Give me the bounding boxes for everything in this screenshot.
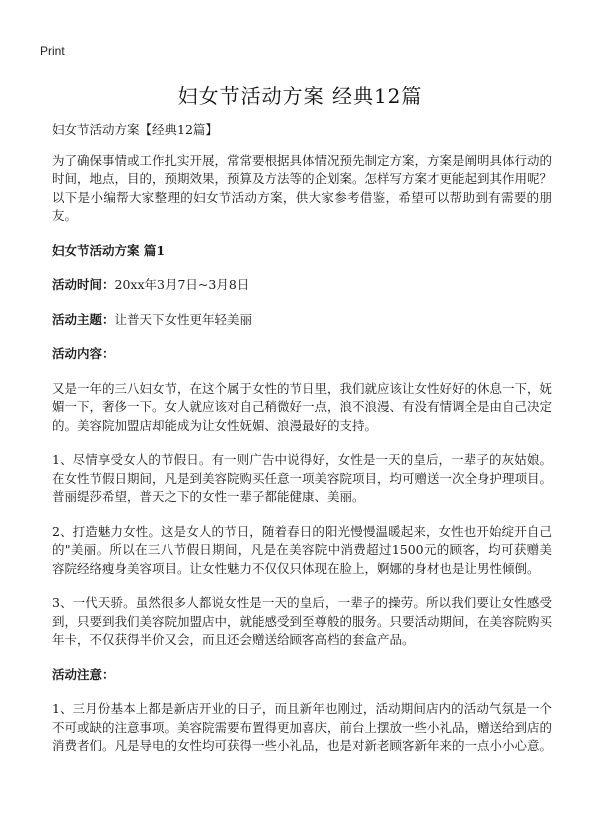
document-body: [52, 121, 552, 772]
notes-heading: 活动注意：: [52, 666, 115, 682]
intro-paragraph: 为了确保事情或工作扎实开展，常常要根据具体情况预先制定方案，方案是阐明具体行动的时间，地点，目的，预期效果，预算及方法等的企划案。怎样写方案才更能起到其作用呢？以下是小编帮大家整理的妇女节活动方案，供大家参考借鉴，希望可以帮助到有需要的朋友。: [52, 152, 553, 223]
notes-paragraph: 1、三月份基本上都是新店开业的日子，而且新年也刚过，活动期间店内的活动气氛是一个不可或缺的注意事项。美容院需要布置得更加喜庆，前台上摆放一些小礼品，赠送给到店的消费者们。凡是导电的女性均可获得一些小礼品，也是对新老顾客新年来的一点小小心意。: [52, 701, 553, 753]
page-title: 妇女节活动方案 经典12篇: [177, 84, 423, 108]
content-paragraph: 2、打造魅力女性。这是女人的节日，随着春日的阳光慢慢温暖起来，女性也开始绽开自己的"美丽。所以在三八节假日期间，凡是在美容院中消费超过1500元的顾客，均可获赠美容院经络瘦身美容项目。让女性魅力不仅仅只体现在脸上，婀娜的身材也是让男性倾倒。: [52, 523, 552, 576]
activity-time-label: 活动时间：: [52, 277, 115, 292]
activity-theme-value: 让普天下女性更年轻美丽: [114, 311, 253, 327]
activity-theme-label: 活动主题：: [52, 311, 115, 327]
activity-time: [52, 276, 552, 295]
activity-time-value: 20xx年3月7日~3月8日: [114, 277, 250, 292]
content-paragraph: 3、一代天骄。虽然很多人都说女性是一天的皇后，一辈子的操劳。所以我们要让女性感受到，只要到我们美容院加盟店中，就能感受到至尊般的服务。只要活动期间，在美容院购买年卡，不仅获得半价又会，而且还会赠送给顾客高档的套盒产品。: [52, 595, 553, 647]
activity-theme: [52, 311, 552, 330]
content-paragraph: 又是一年的三八妇女节，在这个属于女性的节日里，我们就应该让女性好好的休息一下，妩媚一下，奢侈一下。女人就应该对自己稍微好一点，浪不浪漫、有没有情调全是由自己决定的。美容院加盟店却能成为让女性妩媚、浪漫最好的支持。: [52, 380, 553, 433]
section-heading: 妇女节活动方案 篇1: [52, 242, 166, 258]
content-heading: 活动内容：: [52, 346, 115, 361]
print-label: Print: [40, 44, 65, 58]
document-subtitle: 妇女节活动方案【经典12篇】: [52, 122, 218, 137]
content-paragraph: 1、尽情享受女人的节假日。有一则广告中说得好，女性是一天的皇后，一辈子的灰姑娘。在女性节假日期间，凡是到美容院购买任意一项美容院项目，均可赠送一次全身护理项目。普丽缇莎希望，普天之下的女性一辈子都能健康、美丽。: [52, 452, 553, 504]
